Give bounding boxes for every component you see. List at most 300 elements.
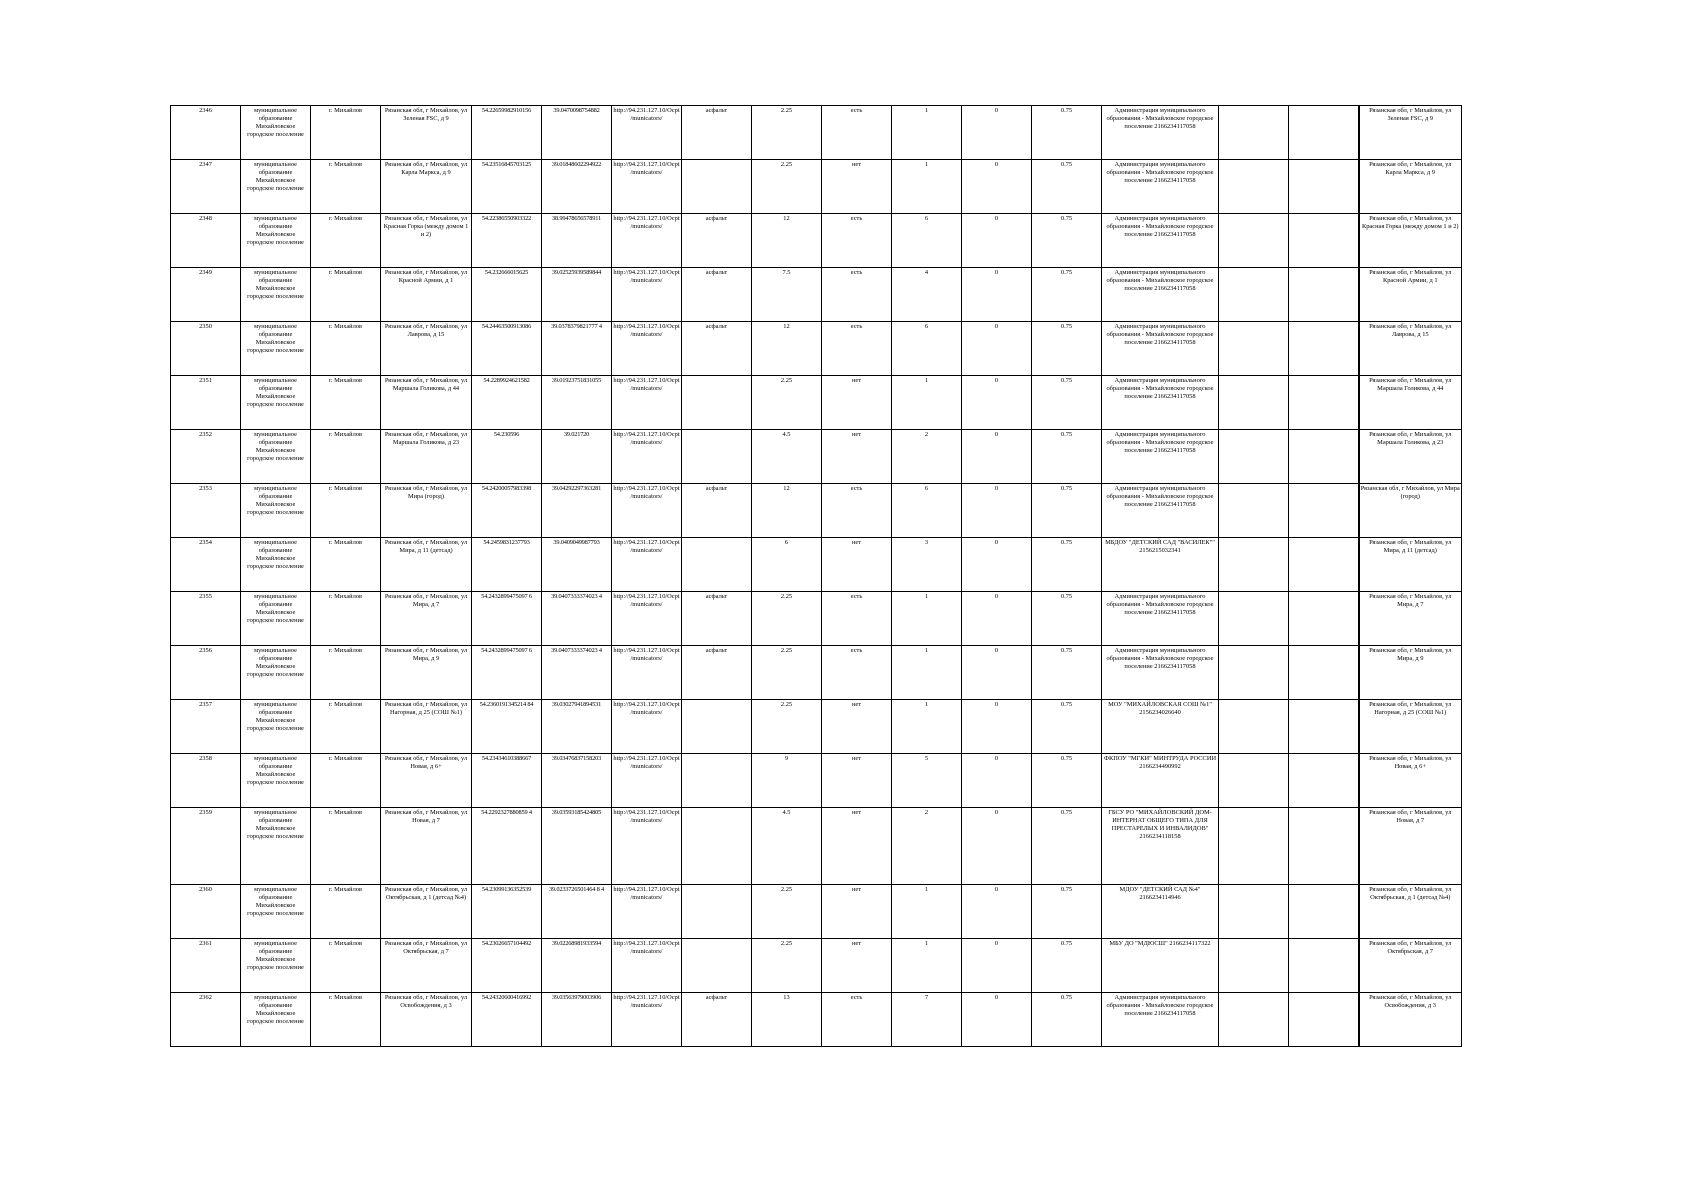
cell-surface: асфальт bbox=[682, 106, 752, 160]
cell-organization: муниципальное образование Михайловское городское поселение bbox=[241, 484, 311, 538]
cell-containers: 6 bbox=[892, 322, 962, 376]
cell-owner: Администрация муниципального образования - Михайловское городское поселение 2166234117058 bbox=[1102, 322, 1219, 376]
cell-volume: 0.75 bbox=[1032, 484, 1102, 538]
cell-organization: муниципальное образование Михайловское городское поселение bbox=[241, 700, 311, 754]
table-row bbox=[171, 939, 1462, 993]
cell-address: Рязанская обл, г Михайлов, ул Освобождения, д 3 bbox=[381, 993, 472, 1047]
table-row bbox=[171, 754, 1462, 808]
cell-containers: 6 bbox=[892, 214, 962, 268]
cell-surface bbox=[682, 430, 752, 484]
cell-empty-1 bbox=[1219, 885, 1289, 939]
cell-containers: 7 bbox=[892, 993, 962, 1047]
cell-longitude: 39.03593185424805 bbox=[542, 808, 612, 885]
cell-number: 2352 bbox=[171, 430, 241, 484]
cell-containers-other: 0 bbox=[962, 538, 1032, 592]
cell-longitude: 39.04292297363281 bbox=[542, 484, 612, 538]
cell-containers: 2 bbox=[892, 430, 962, 484]
cell-longitude: 39.0407333374023 4 bbox=[542, 646, 612, 700]
table-row bbox=[171, 592, 1462, 646]
cell-longitude: 39.03027941894531 bbox=[542, 700, 612, 754]
cell-city: г. Михайлов bbox=[311, 106, 381, 160]
cell-area: 9 bbox=[752, 754, 822, 808]
cell-url: http://94.231.127.10/Ocpt/municators/ bbox=[612, 430, 682, 484]
table-row bbox=[171, 268, 1462, 322]
cell-fence: есть bbox=[822, 268, 892, 322]
cell-containers-other: 0 bbox=[962, 592, 1032, 646]
cell-source-address: Рязанская обл, г Михайлов, ул Карла Маркса, д 9 bbox=[1359, 160, 1462, 214]
cell-fence: есть bbox=[822, 646, 892, 700]
cell-owner: Администрация муниципального образования - Михайловское городское поселение 2166234117058 bbox=[1102, 160, 1219, 214]
cell-address: Рязанская обл, г Михайлов, ул Красная Горка (между домом 1 и 2) bbox=[381, 214, 472, 268]
cell-owner: ГБСУ РО "МИХАЙЛОВСКИЙ ДОМ-ИНТЕРНАТ ОБЩЕГО ТИПА ДЛЯ ПРЕСТАРЕЛЫХ И ИНВАЛИДОВ" 2166234118158 bbox=[1102, 808, 1219, 885]
table-row bbox=[171, 700, 1462, 754]
cell-latitude: 54.230596 bbox=[472, 430, 542, 484]
cell-volume: 0.75 bbox=[1032, 646, 1102, 700]
cell-latitude: 54.23026657104492 bbox=[472, 939, 542, 993]
cell-longitude: 38.99478656578911 bbox=[542, 214, 612, 268]
cell-longitude: 39.03476837158203 bbox=[542, 754, 612, 808]
cell-organization: муниципальное образование Михайловское городское поселение bbox=[241, 885, 311, 939]
cell-area: 12 bbox=[752, 322, 822, 376]
cell-number: 2359 bbox=[171, 808, 241, 885]
cell-containers: 1 bbox=[892, 376, 962, 430]
cell-empty-1 bbox=[1219, 268, 1289, 322]
cell-fence: есть bbox=[822, 106, 892, 160]
cell-empty-2 bbox=[1289, 885, 1359, 939]
cell-longitude: 39.01923751831055 bbox=[542, 376, 612, 430]
cell-organization: муниципальное образование Михайловское городское поселение bbox=[241, 322, 311, 376]
cell-organization: муниципальное образование Михайловское городское поселение bbox=[241, 430, 311, 484]
cell-surface bbox=[682, 160, 752, 214]
cell-owner: ФКПОУ "МГКИ" МИНТРУДА РОССИИ 2166234490992 bbox=[1102, 754, 1219, 808]
cell-empty-2 bbox=[1289, 376, 1359, 430]
cell-number: 2362 bbox=[171, 993, 241, 1047]
cell-empty-2 bbox=[1289, 939, 1359, 993]
cell-surface bbox=[682, 885, 752, 939]
cell-volume: 0.75 bbox=[1032, 322, 1102, 376]
cell-containers-other: 0 bbox=[962, 322, 1032, 376]
cell-surface bbox=[682, 808, 752, 885]
cell-containers: 1 bbox=[892, 646, 962, 700]
cell-containers-other: 0 bbox=[962, 939, 1032, 993]
table-row bbox=[171, 106, 1462, 160]
cell-latitude: 54.232666015625 bbox=[472, 268, 542, 322]
cell-latitude: 54.2292327880859 4 bbox=[472, 808, 542, 885]
cell-volume: 0.75 bbox=[1032, 376, 1102, 430]
cell-area: 2.25 bbox=[752, 939, 822, 993]
cell-address: Рязанская обл, г Михайлов, ул Мира (город) bbox=[381, 484, 472, 538]
table-row bbox=[171, 885, 1462, 939]
cell-number: 2355 bbox=[171, 592, 241, 646]
table-row bbox=[171, 484, 1462, 538]
cell-fence: нет bbox=[822, 430, 892, 484]
cell-empty-2 bbox=[1289, 754, 1359, 808]
cell-organization: муниципальное образование Михайловское городское поселение bbox=[241, 214, 311, 268]
cell-longitude: 39.02525939589844 bbox=[542, 268, 612, 322]
cell-latitude: 54.2432899475097 6 bbox=[472, 592, 542, 646]
cell-url: http://94.231.127.10/Ocpt/municators/ bbox=[612, 484, 682, 538]
cell-latitude: 54.23434610388667 bbox=[472, 754, 542, 808]
registry-table bbox=[170, 105, 1462, 1047]
cell-address: Рязанская обл, г Михайлов, ул Новая, д 6+ bbox=[381, 754, 472, 808]
cell-url: http://94.231.127.10/Ocpt/municators/ bbox=[612, 939, 682, 993]
cell-volume: 0.75 bbox=[1032, 430, 1102, 484]
cell-empty-2 bbox=[1289, 538, 1359, 592]
cell-containers-other: 0 bbox=[962, 214, 1032, 268]
cell-number: 2360 bbox=[171, 885, 241, 939]
cell-city: г. Михайлов bbox=[311, 700, 381, 754]
cell-fence: нет bbox=[822, 160, 892, 214]
cell-empty-1 bbox=[1219, 939, 1289, 993]
cell-volume: 0.75 bbox=[1032, 214, 1102, 268]
cell-source-address: Рязанская обл, г Михайлов, ул Октябрьская, д 1 (детсад №4) bbox=[1359, 885, 1462, 939]
cell-containers: 5 bbox=[892, 754, 962, 808]
cell-owner: Администрация муниципального образования - Михайловское городское поселение 2166234117058 bbox=[1102, 214, 1219, 268]
cell-surface: асфальт bbox=[682, 214, 752, 268]
cell-url: http://94.231.127.10/Ocpt/municators/ bbox=[612, 160, 682, 214]
cell-area: 6 bbox=[752, 538, 822, 592]
cell-organization: муниципальное образование Михайловское городское поселение bbox=[241, 268, 311, 322]
cell-surface: асфальт bbox=[682, 484, 752, 538]
cell-volume: 0.75 bbox=[1032, 700, 1102, 754]
cell-empty-1 bbox=[1219, 376, 1289, 430]
cell-city: г. Михайлов bbox=[311, 993, 381, 1047]
cell-address: Рязанская обл, г Михайлов, ул Маршала Голикова, д 23 bbox=[381, 430, 472, 484]
cell-containers-other: 0 bbox=[962, 700, 1032, 754]
cell-address: Рязанская обл, г Михайлов, ул Нагорная, д 25 (СОШ №1) bbox=[381, 700, 472, 754]
cell-owner: Администрация муниципального образования - Михайловское городское поселение 2166234117058 bbox=[1102, 592, 1219, 646]
cell-city: г. Михайлов bbox=[311, 430, 381, 484]
cell-organization: муниципальное образование Михайловское городское поселение bbox=[241, 106, 311, 160]
table-row bbox=[171, 322, 1462, 376]
cell-number: 2354 bbox=[171, 538, 241, 592]
cell-url: http://94.231.127.10/Ocpt/municators/ bbox=[612, 808, 682, 885]
cell-latitude: 54.24320600416992 bbox=[472, 993, 542, 1047]
cell-volume: 0.75 bbox=[1032, 808, 1102, 885]
cell-longitude: 39.03563979003906 bbox=[542, 993, 612, 1047]
cell-source-address: Рязанская обл, г Михайлов, ул Маршала Голикова, д 23 bbox=[1359, 430, 1462, 484]
cell-source-address: Рязанская обл, г Михайлов, ул Новая, д 6+ bbox=[1359, 754, 1462, 808]
cell-city: г. Михайлов bbox=[311, 885, 381, 939]
cell-longitude: 39.0233726501464 8 4 bbox=[542, 885, 612, 939]
cell-longitude: 39.0470098754882 bbox=[542, 106, 612, 160]
cell-volume: 0.75 bbox=[1032, 885, 1102, 939]
cell-surface bbox=[682, 700, 752, 754]
cell-empty-1 bbox=[1219, 808, 1289, 885]
cell-latitude: 54.2432899475097 6 bbox=[472, 646, 542, 700]
table-row bbox=[171, 430, 1462, 484]
cell-number: 2349 bbox=[171, 268, 241, 322]
cell-empty-2 bbox=[1289, 592, 1359, 646]
cell-area: 12 bbox=[752, 484, 822, 538]
cell-area: 2.25 bbox=[752, 885, 822, 939]
cell-organization: муниципальное образование Михайловское городское поселение bbox=[241, 939, 311, 993]
cell-url: http://94.231.127.10/Ocpt/municators/ bbox=[612, 993, 682, 1047]
table-row bbox=[171, 808, 1462, 885]
cell-address: Рязанская обл, г Михайлов, ул Зеленая FSC, д 9 bbox=[381, 106, 472, 160]
cell-surface bbox=[682, 376, 752, 430]
cell-city: г. Михайлов bbox=[311, 646, 381, 700]
cell-fence: есть bbox=[822, 592, 892, 646]
cell-containers: 2 bbox=[892, 808, 962, 885]
cell-fence: нет bbox=[822, 939, 892, 993]
cell-url: http://94.231.127.10/Ocpt/municators/ bbox=[612, 106, 682, 160]
cell-containers-other: 0 bbox=[962, 106, 1032, 160]
cell-organization: муниципальное образование Михайловское городское поселение bbox=[241, 538, 311, 592]
cell-fence: нет bbox=[822, 700, 892, 754]
cell-surface bbox=[682, 939, 752, 993]
cell-url: http://94.231.127.10/Ocpt/municators/ bbox=[612, 700, 682, 754]
cell-fence: есть bbox=[822, 993, 892, 1047]
table-row bbox=[171, 214, 1462, 268]
cell-containers-other: 0 bbox=[962, 430, 1032, 484]
cell-area: 4.5 bbox=[752, 430, 822, 484]
cell-address: Рязанская обл, г Михайлов, ул Мира, д 9 bbox=[381, 646, 472, 700]
cell-volume: 0.75 bbox=[1032, 592, 1102, 646]
cell-owner: МДОУ "ДЕТСКИЙ САД №4" 2166234114946 bbox=[1102, 885, 1219, 939]
cell-area: 13 bbox=[752, 993, 822, 1047]
cell-fence: нет bbox=[822, 885, 892, 939]
cell-empty-2 bbox=[1289, 322, 1359, 376]
cell-containers: 4 bbox=[892, 268, 962, 322]
cell-owner: Администрация муниципального образования - Михайловское городское поселение 2166234117058 bbox=[1102, 376, 1219, 430]
cell-empty-2 bbox=[1289, 808, 1359, 885]
cell-url: http://94.231.127.10/Ocpt/municators/ bbox=[612, 754, 682, 808]
cell-source-address: Рязанская обл, г Михайлов, ул Мира, д 11 (детсад) bbox=[1359, 538, 1462, 592]
cell-empty-1 bbox=[1219, 646, 1289, 700]
cell-url: http://94.231.127.10/Ocpt/municators/ bbox=[612, 214, 682, 268]
cell-fence: нет bbox=[822, 538, 892, 592]
cell-containers-other: 0 bbox=[962, 268, 1032, 322]
cell-volume: 0.75 bbox=[1032, 160, 1102, 214]
cell-surface: асфальт bbox=[682, 268, 752, 322]
cell-url: http://94.231.127.10/Ocpt/municators/ bbox=[612, 538, 682, 592]
cell-volume: 0.75 bbox=[1032, 754, 1102, 808]
cell-empty-2 bbox=[1289, 646, 1359, 700]
cell-area: 12 bbox=[752, 214, 822, 268]
cell-url: http://94.231.127.10/Ocpt/municators/ bbox=[612, 885, 682, 939]
cell-surface bbox=[682, 538, 752, 592]
cell-area: 7.5 bbox=[752, 268, 822, 322]
cell-empty-2 bbox=[1289, 214, 1359, 268]
cell-empty-1 bbox=[1219, 160, 1289, 214]
cell-address: Рязанская обл, г Михайлов, ул Красной Армии, д 1 bbox=[381, 268, 472, 322]
cell-url: http://94.231.127.10/Ocpt/municators/ bbox=[612, 322, 682, 376]
cell-url: http://94.231.127.10/Ocpt/municators/ bbox=[612, 376, 682, 430]
cell-city: г. Михайлов bbox=[311, 214, 381, 268]
cell-number: 2348 bbox=[171, 214, 241, 268]
cell-containers-other: 0 bbox=[962, 885, 1032, 939]
cell-longitude: 39.01848602294922 bbox=[542, 160, 612, 214]
cell-area: 2.25 bbox=[752, 592, 822, 646]
cell-number: 2350 bbox=[171, 322, 241, 376]
cell-city: г. Михайлов bbox=[311, 592, 381, 646]
cell-number: 2347 bbox=[171, 160, 241, 214]
cell-number: 2357 bbox=[171, 700, 241, 754]
cell-fence: нет bbox=[822, 808, 892, 885]
cell-empty-1 bbox=[1219, 106, 1289, 160]
table-row bbox=[171, 538, 1462, 592]
cell-volume: 0.75 bbox=[1032, 993, 1102, 1047]
cell-number: 2356 bbox=[171, 646, 241, 700]
cell-latitude: 54.22659982910156 bbox=[472, 106, 542, 160]
cell-empty-2 bbox=[1289, 484, 1359, 538]
table-row bbox=[171, 993, 1462, 1047]
cell-containers-other: 0 bbox=[962, 376, 1032, 430]
cell-source-address: Рязанская обл, г Михайлов, ул Лаврова, д 15 bbox=[1359, 322, 1462, 376]
cell-fence: есть bbox=[822, 484, 892, 538]
cell-city: г. Михайлов bbox=[311, 484, 381, 538]
cell-latitude: 54.24200057983398 bbox=[472, 484, 542, 538]
cell-address: Рязанская обл, г Михайлов, ул Новая, д 7 bbox=[381, 808, 472, 885]
cell-empty-2 bbox=[1289, 993, 1359, 1047]
cell-source-address: Рязанская обл, г Михайлов, ул Красная Горка (между домом 1 и 2) bbox=[1359, 214, 1462, 268]
cell-source-address: Рязанская обл, г Михайлов, ул Мира, д 9 bbox=[1359, 646, 1462, 700]
cell-source-address: Рязанская обл, г Михайлов, ул Зеленая FSC, д 9 bbox=[1359, 106, 1462, 160]
cell-owner: Администрация муниципального образования - Михайловское городское поселение 2166234117058 bbox=[1102, 268, 1219, 322]
cell-source-address: Рязанская обл, г Михайлов, ул Мира (город) bbox=[1359, 484, 1462, 538]
cell-containers-other: 0 bbox=[962, 808, 1032, 885]
cell-source-address: Рязанская обл, г Михайлов, ул Октябрьская, д 7 bbox=[1359, 939, 1462, 993]
cell-empty-2 bbox=[1289, 106, 1359, 160]
cell-containers: 1 bbox=[892, 160, 962, 214]
cell-containers: 3 bbox=[892, 538, 962, 592]
cell-volume: 0.75 bbox=[1032, 538, 1102, 592]
cell-url: http://94.231.127.10/Ocpt/municators/ bbox=[612, 646, 682, 700]
cell-empty-1 bbox=[1219, 484, 1289, 538]
cell-volume: 0.75 bbox=[1032, 939, 1102, 993]
cell-latitude: 54.2289924621582 bbox=[472, 376, 542, 430]
cell-empty-2 bbox=[1289, 700, 1359, 754]
cell-containers: 1 bbox=[892, 700, 962, 754]
cell-surface: асфальт bbox=[682, 993, 752, 1047]
cell-empty-1 bbox=[1219, 538, 1289, 592]
cell-containers: 6 bbox=[892, 484, 962, 538]
cell-owner: Администрация муниципального образования - Михайловское городское поселение 2166234117058 bbox=[1102, 106, 1219, 160]
cell-area: 4.5 bbox=[752, 808, 822, 885]
cell-organization: муниципальное образование Михайловское городское поселение bbox=[241, 808, 311, 885]
cell-owner: Администрация муниципального образования - Михайловское городское поселение 2166234117058 bbox=[1102, 430, 1219, 484]
cell-address: Рязанская обл, г Михайлов, ул Карла Маркса, д 9 bbox=[381, 160, 472, 214]
cell-owner: МБДОУ "ДЕТСКИЙ САД "ВАСИЛЕК"" 2156215032341 bbox=[1102, 538, 1219, 592]
cell-empty-1 bbox=[1219, 700, 1289, 754]
cell-longitude: 39.0407333374023 4 bbox=[542, 592, 612, 646]
cell-containers: 1 bbox=[892, 939, 962, 993]
cell-latitude: 54.23516845703125 bbox=[472, 160, 542, 214]
table-row bbox=[171, 376, 1462, 430]
table-row bbox=[171, 646, 1462, 700]
cell-address: Рязанская обл, г Михайлов, ул Мира, д 11 (детсад) bbox=[381, 538, 472, 592]
cell-address: Рязанская обл, г Михайлов, ул Маршала Голикова, д 44 bbox=[381, 376, 472, 430]
cell-latitude: 54.2459831237793 bbox=[472, 538, 542, 592]
cell-url: http://94.231.127.10/Ocpt/municators/ bbox=[612, 268, 682, 322]
cell-fence: есть bbox=[822, 214, 892, 268]
cell-fence: есть bbox=[822, 322, 892, 376]
cell-containers-other: 0 bbox=[962, 160, 1032, 214]
cell-empty-2 bbox=[1289, 160, 1359, 214]
cell-volume: 0.75 bbox=[1032, 268, 1102, 322]
cell-containers: 1 bbox=[892, 885, 962, 939]
cell-empty-1 bbox=[1219, 430, 1289, 484]
cell-containers-other: 0 bbox=[962, 646, 1032, 700]
cell-source-address: Рязанская обл, г Михайлов, ул Нагорная, д 25 (СОШ №1) bbox=[1359, 700, 1462, 754]
cell-organization: муниципальное образование Михайловское городское поселение bbox=[241, 993, 311, 1047]
cell-owner: Администрация муниципального образования - Михайловское городское поселение 2166234117058 bbox=[1102, 993, 1219, 1047]
cell-area: 2.25 bbox=[752, 160, 822, 214]
cell-empty-2 bbox=[1289, 430, 1359, 484]
cell-empty-2 bbox=[1289, 268, 1359, 322]
cell-organization: муниципальное образование Михайловское городское поселение bbox=[241, 592, 311, 646]
cell-source-address: Рязанская обл, г Михайлов, ул Новая, д 7 bbox=[1359, 808, 1462, 885]
cell-organization: муниципальное образование Михайловское городское поселение bbox=[241, 160, 311, 214]
cell-city: г. Михайлов bbox=[311, 538, 381, 592]
cell-area: 2.25 bbox=[752, 106, 822, 160]
cell-surface bbox=[682, 754, 752, 808]
cell-empty-1 bbox=[1219, 214, 1289, 268]
cell-city: г. Михайлов bbox=[311, 939, 381, 993]
cell-number: 2346 bbox=[171, 106, 241, 160]
cell-containers-other: 0 bbox=[962, 484, 1032, 538]
cell-number: 2358 bbox=[171, 754, 241, 808]
cell-organization: муниципальное образование Михайловское городское поселение bbox=[241, 646, 311, 700]
cell-owner: МБУ ДО "МДЮСШ" 2166234117322 bbox=[1102, 939, 1219, 993]
table-row bbox=[171, 160, 1462, 214]
cell-city: г. Михайлов bbox=[311, 754, 381, 808]
cell-empty-1 bbox=[1219, 754, 1289, 808]
cell-city: г. Михайлов bbox=[311, 808, 381, 885]
cell-latitude: 54.22386550903322 bbox=[472, 214, 542, 268]
cell-source-address: Рязанская обл, г Михайлов, ул Мира, д 7 bbox=[1359, 592, 1462, 646]
cell-area: 2.25 bbox=[752, 700, 822, 754]
cell-containers: 1 bbox=[892, 592, 962, 646]
cell-latitude: 54.23099136352539 bbox=[472, 885, 542, 939]
cell-owner: Администрация муниципального образования - Михайловское городское поселение 2166234117058 bbox=[1102, 484, 1219, 538]
cell-empty-1 bbox=[1219, 592, 1289, 646]
cell-surface: асфальт bbox=[682, 646, 752, 700]
cell-empty-1 bbox=[1219, 993, 1289, 1047]
cell-area: 2.25 bbox=[752, 646, 822, 700]
table-body bbox=[171, 106, 1462, 1047]
cell-address: Рязанская обл, г Михайлов, ул Мира, д 7 bbox=[381, 592, 472, 646]
cell-owner: МОУ "МИХАЙЛОВСКАЯ СОШ №1" 2156234026640 bbox=[1102, 700, 1219, 754]
cell-organization: муниципальное образование Михайловское городское поселение bbox=[241, 754, 311, 808]
cell-number: 2353 bbox=[171, 484, 241, 538]
cell-empty-1 bbox=[1219, 322, 1289, 376]
cell-longitude: 39.0409049987793 bbox=[542, 538, 612, 592]
cell-owner: Администрация муниципального образования - Михайловское городское поселение 2166234117058 bbox=[1102, 646, 1219, 700]
cell-area: 2.25 bbox=[752, 376, 822, 430]
cell-containers: 1 bbox=[892, 106, 962, 160]
cell-address: Рязанская обл, г Михайлов, ул Лаврова, д 15 bbox=[381, 322, 472, 376]
cell-city: г. Михайлов bbox=[311, 376, 381, 430]
cell-number: 2361 bbox=[171, 939, 241, 993]
cell-surface: асфальт bbox=[682, 592, 752, 646]
cell-organization: муниципальное образование Михайловское городское поселение bbox=[241, 376, 311, 430]
cell-address: Рязанская обл, г Михайлов, ул Октябрьская, д 7 bbox=[381, 939, 472, 993]
cell-url: http://94.231.127.10/Ocpt/municators/ bbox=[612, 592, 682, 646]
cell-source-address: Рязанская обл, г Михайлов, ул Освобождения, д 3 bbox=[1359, 993, 1462, 1047]
cell-containers-other: 0 bbox=[962, 754, 1032, 808]
cell-source-address: Рязанская обл, г Михайлов, ул Красной Армии, д 1 bbox=[1359, 268, 1462, 322]
cell-latitude: 54.2360191345214 84 bbox=[472, 700, 542, 754]
cell-volume: 0.75 bbox=[1032, 106, 1102, 160]
cell-city: г. Михайлов bbox=[311, 322, 381, 376]
cell-containers-other: 0 bbox=[962, 993, 1032, 1047]
cell-fence: нет bbox=[822, 376, 892, 430]
cell-fence: нет bbox=[822, 754, 892, 808]
cell-address: Рязанская обл, г Михайлов, ул Октябрьская, д 1 (детсад №4) bbox=[381, 885, 472, 939]
cell-longitude: 39.0378379821777 4 bbox=[542, 322, 612, 376]
